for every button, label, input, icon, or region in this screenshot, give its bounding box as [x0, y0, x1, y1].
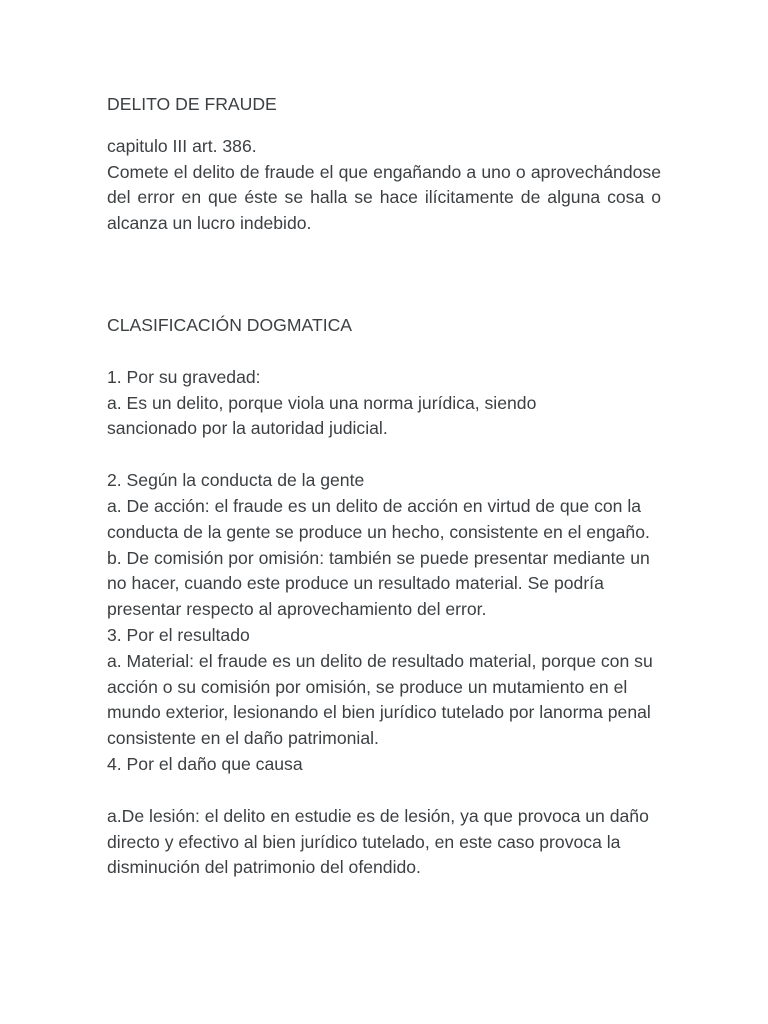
section-1-heading: 1. Por su gravedad: — [107, 366, 261, 387]
section-1-item-a: a. Es un delito, porque viola una norma jurídica, siendo sancionado por la autoridad judicial. — [107, 392, 537, 439]
section-2-item-b: b. De comisión por omisión: también se puede presentar mediante un no hacer, cuando este produce un resultado material. Se podría presentar respecto al aprovechamiento del error. — [107, 547, 650, 620]
section-2-heading: 2. Según la conducta de la gente — [107, 470, 365, 491]
document-title: DELITO DE FRAUDE — [107, 94, 277, 114]
document-body — [107, 92, 661, 881]
section-3-item-a: a. Material: el fraude es un delito de resultado material, porque con su acción o su comisión por omisión, se produce un mutamiento en el mundo exterior, lesionando el bien jurídico tutelado por lanorma penal consistente en el daño patrimonial. — [107, 650, 653, 749]
section-2-item-a: a. De acción: el fraude es un delito de acción en virtud de que con la conducta de la gente se produce un hecho, consistente en el engaño. — [107, 495, 650, 542]
fraud-definition: Comete el delito de fraude el que engañando a uno o aprovechándose del error en que éste se halla se hace ilícitamente de alguna cosa o alcanza un lucro indebido. — [107, 161, 661, 234]
article-reference: capitulo III art. 386. — [107, 135, 257, 156]
section-3-heading: 3. Por el resultado — [107, 624, 250, 645]
section-4-item-a: a.De lesión: el delito en estudie es de lesión, ya que provoca un daño directo y efectivo al bien jurídico tutelado, en este caso provoca la disminución del patrimonio del ofendido. — [107, 805, 649, 878]
section-title: CLASIFICACIÓN DOGMATICA — [107, 314, 353, 335]
section-4-heading: 4. Por el daño que causa — [107, 753, 303, 774]
